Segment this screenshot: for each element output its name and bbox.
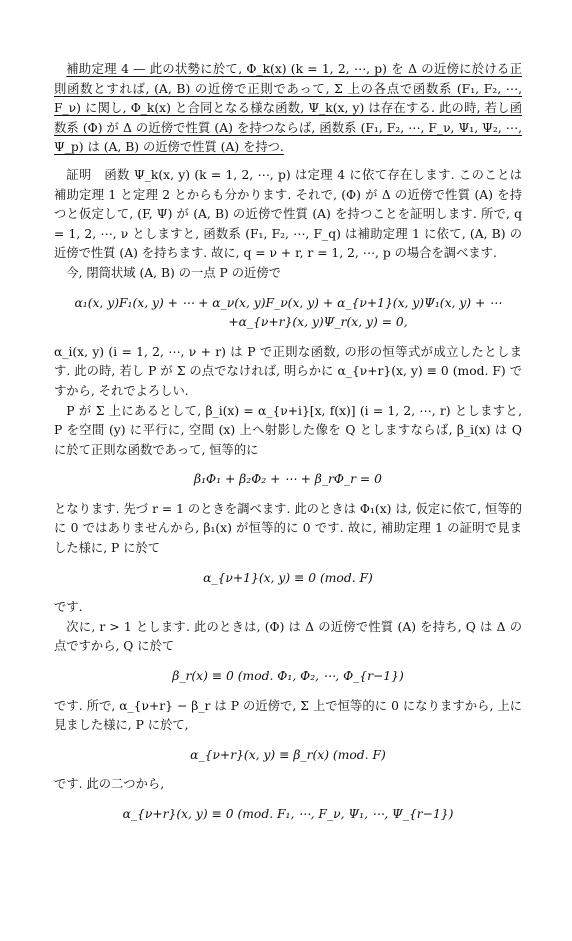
equation-line: α_{ν+r}(x, y) ≡ β_r(x) (mod. F) — [190, 747, 386, 762]
equation-block — [54, 805, 522, 825]
lemma-statement: 補助定理 4 — 此の状勢に於て, Φ_k(x) (k = 1, 2, ⋯, p) を Δ の近傍に於ける正則函数とすれば, (A, B) の近傍で正則であって, Σ 上の各点で函数系 (F₁, F₂, ⋯, F_ν) に関し, Φ_k(x) と合同となる様な函数, Ψ_k(x, y) は存在する. 此の時, 若し函数系 (Φ) が Δ の近傍で性質 (A) を持つならば, 函数系 (F₁, F₂, ⋯, F_ν, Ψ₁, Ψ₂, ⋯, Ψ_p) は (A, B) の近傍で性質 (A) を持つ. — [54, 62, 522, 155]
equation-block — [54, 569, 522, 589]
equation-line: α_{ν+1}(x, y) ≡ 0 (mod. F) — [203, 570, 373, 585]
proof-paragraph: 今, 閉筒状域 (A, B) の一点 P の近傍で — [66, 265, 281, 280]
equation-line: +α_{ν+r}(x, y)Ψ_r(x, y) = 0, — [228, 315, 408, 330]
proof-paragraph: です. 此の二つから, — [54, 777, 165, 792]
proof-paragraph: P が Σ 上にあるとして, β_i(x) = α_{ν+i}[x, f(x)] (i = 1, 2, ⋯, r) としますと, P を空間 (y) に平行に, 空間 (x) 上へ射影した像を Q としますならば, β_i(x) は Q に於て正則な函数であって, 恒等的に — [54, 403, 522, 457]
proof-paragraph: 証明 函数 Ψ_k(x, y) (k = 1, 2, ⋯, p) は定理 4 に依て存在します. このことは補助定理 1 と定理 2 とからも分かります. それで, (Φ) が Δ の近傍で性質 (A) を持つと仮定して, (F, Ψ) が (A, B) の近傍で性質 (A) を持つことを証明します. 所で, q = 1, 2, ⋯, ν としますと, 函数系 (F₁, F₂, ⋯, F_q) は補助定理 1 に依て, (A, B) の近傍で性質 (A) を持ちます. 故に, q = ν + r, r = 1, 2, ⋯, p の場合を調べます. — [54, 167, 522, 261]
equation-line: α_{ν+r}(x, y) ≡ 0 (mod. F₁, ⋯, F_ν, Ψ₁, ⋯, Ψ_{r−1}) — [122, 807, 454, 821]
equation-line: β_r(x) ≡ 0 (mod. Φ₁, Φ₂, ⋯, Φ_{r−1}) — [172, 669, 404, 684]
equation-line: β₁Φ₁ + β₂Φ₂ + ⋯ + β_rΦ_r = 0 — [194, 472, 382, 487]
proof-paragraph: です. 所で, α_{ν+r} − β_r は P の近傍で, Σ 上で恒等的に 0 になりますから, 上に見ました様に, P に於て, — [54, 698, 522, 733]
equation-block — [54, 746, 522, 766]
proof-paragraph: です. — [54, 600, 83, 615]
proof-paragraph: となります. 先づ r = 1 のときを調べます. 此のときは Φ₁(x) は, 仮定に依て, 恒等的に 0 ではありませんから, β₁(x) が恒等的に 0 です. 故に, 補助定理 1 の証明で見ました様に, P に於て — [54, 501, 522, 556]
proof-paragraph: 次に, r > 1 とします. 此のときは, (Φ) は Δ の近傍で性質 (A) を持ち, Q は Δ の点ですから, Q に於て — [54, 619, 522, 654]
equation-block — [54, 294, 522, 333]
equation-block — [54, 667, 522, 687]
proof-paragraph: α_i(x, y) (i = 1, 2, ⋯, ν + r) は P で正則な函数, の形の恒等式が成立したとします. 此の時, 若し P が Σ の点でなければ, 明らかに α_{ν+r}(x, y) ≡ 0 (mod. F) ですから, それでよろしい. — [54, 344, 522, 398]
equation-line: α₁(x, y)F₁(x, y) + ⋯ + α_ν(x, y)F_ν(x, y) + α_{ν+1}(x, y)Ψ₁(x, y) + ⋯ — [74, 295, 502, 310]
equation-block — [54, 470, 522, 490]
page-body — [54, 60, 522, 835]
